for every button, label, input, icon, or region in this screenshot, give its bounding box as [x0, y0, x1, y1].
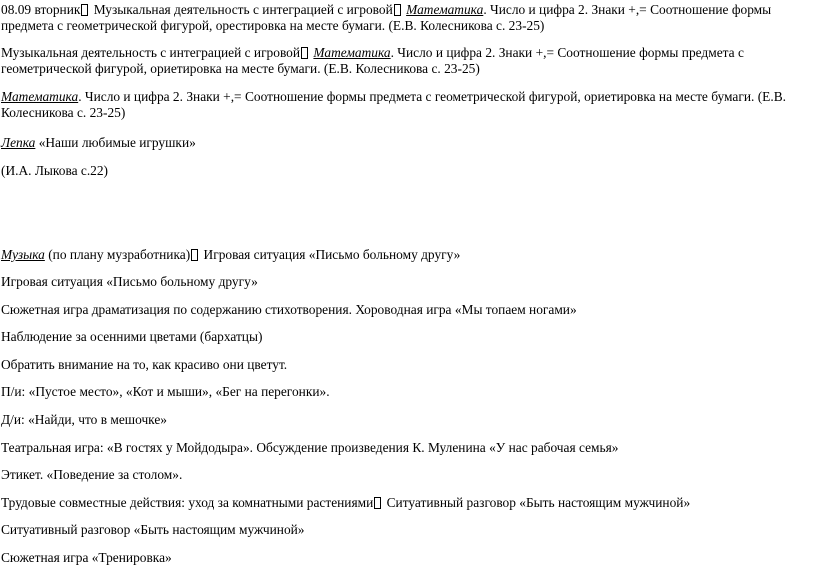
text-span: Ситуативный разговор «Быть настоящим мужчиной»: [383, 495, 691, 510]
paragraph-3: [1, 89, 801, 121]
paragraph-10: Обратить внимание на то, как красиво они цветут.: [1, 357, 288, 372]
paragraph-6: [1, 247, 460, 263]
paragraph-8: Сюжетная игра драматизация по содержанию стихотворения. Хороводная игра «Мы топаем ногами»: [1, 302, 577, 317]
subject-label: Лепка: [1, 135, 36, 150]
subject-label: Музыка: [1, 247, 45, 262]
date-label: 08.09 вторник: [1, 2, 81, 17]
paragraph-17: Сюжетная игра «Тренировка»: [1, 550, 172, 565]
paragraph-11: П/и: «Пустое место», «Кот и мыши», «Бег на перегонки».: [1, 384, 330, 399]
paragraph-15: [1, 495, 690, 511]
text-span: . Число и цифра 2. Знаки +,= Соотношение формы предмета с геометрической фигурой, орестировка на месте бумаги. (Е.В. Колесникова с. 23-25): [1, 2, 772, 33]
paragraph-2: [1, 45, 809, 77]
text-span: Игровая ситуация «Письмо больному другу»: [200, 247, 461, 262]
text-span: . Число и цифра 2. Знаки +,= Соотношение формы предмета с геометрической фигурой, ориетировка на месте бумаги. (Е.В. Колесникова с. 23-25): [1, 45, 744, 76]
text-span: Трудовые совместные действия: уход за комнатными растениями: [1, 495, 374, 510]
placeholder-box-icon: [374, 497, 381, 509]
subject-label: Математика: [1, 89, 79, 104]
subject-label: Математика: [313, 45, 391, 60]
paragraph-4: [1, 135, 196, 151]
paragraph-7: Игровая ситуация «Письмо больному другу»: [1, 274, 258, 289]
paragraph-9: Наблюдение за осенними цветами (бархатцы): [1, 329, 263, 344]
paragraph-14: Этикет. «Поведение за столом».: [1, 467, 183, 482]
text-span: Музыкальная деятельность с интеграцией с игровой: [1, 45, 301, 60]
paragraph-13: Театральная игра: «В гостях у Мойдодыра». Обсуждение произведения К. Муленина «У нас рабочая семья»: [1, 440, 619, 455]
paragraph-16: Ситуативный разговор «Быть настоящим мужчиной»: [1, 522, 305, 537]
placeholder-box-icon: [81, 4, 88, 16]
placeholder-box-icon: [301, 47, 308, 59]
paragraph-5: (И.А. Лыкова с.22): [1, 163, 109, 178]
placeholder-box-icon: [394, 4, 401, 16]
text-span: Музыкальная деятельность с интеграцией с игровой: [90, 2, 393, 17]
paragraph-12: Д/и: «Найди, что в мешочке»: [1, 412, 167, 427]
text-span: (по плану музработника): [44, 247, 191, 262]
text-span: . Число и цифра 2. Знаки +,= Соотношение формы предмета с геометрической фигурой, ориетировка на месте бумаги. (Е.В. Колесникова с. 23-25): [1, 89, 786, 120]
placeholder-box-icon: [191, 249, 198, 261]
text-span: «Наши любимые игрушки»: [35, 135, 196, 150]
paragraph-1: [1, 2, 809, 34]
subject-label: Математика: [406, 2, 484, 17]
